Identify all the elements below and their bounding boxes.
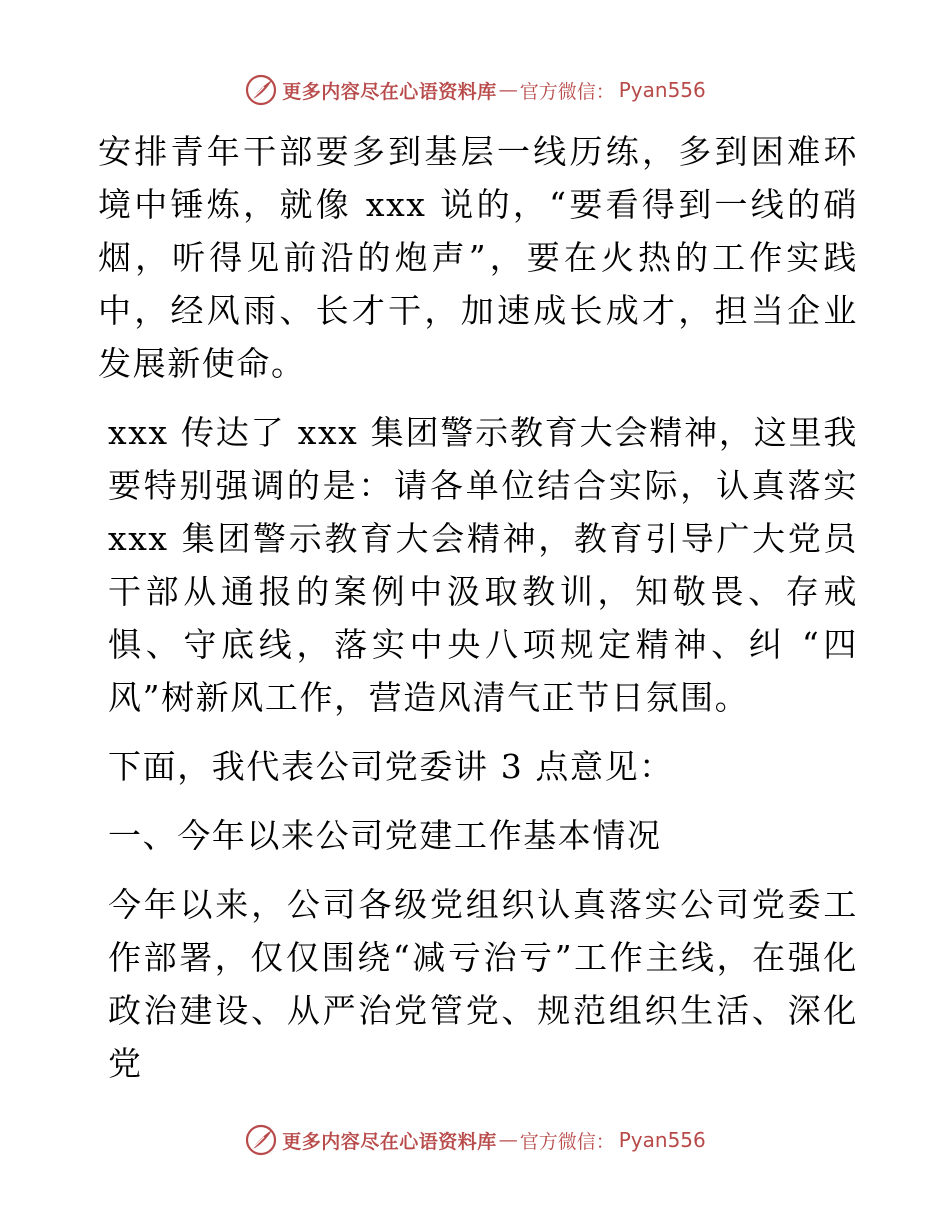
paragraph-4: 今年以来，公司各级党组织认真落实公司党委工作部署，仅仅围绕“减亏治亏”工作主线，在强化政治建设、从严治党管党、规范组织生活、深化党 bbox=[108, 885, 858, 1083]
watermark-label: 官方微信： bbox=[519, 1130, 615, 1153]
watermark-wechat-id: Pyan556 bbox=[618, 1128, 706, 1152]
watermark-footer bbox=[0, 1120, 950, 1160]
watermark-header bbox=[0, 70, 950, 110]
feather-logo-icon bbox=[244, 1123, 278, 1157]
watermark-separator: — bbox=[498, 79, 518, 101]
feather-logo-icon bbox=[244, 73, 278, 107]
paragraph-1: 安排青年干部要多到基层一线历练，多到困难环境中锤炼，就像 xxx 说的，“要看得到一线的硝烟，听得见前沿的炮声”，要在火热的工作实践中，经风雨、长才干，加速成长成才，担当企业发展新使命。 bbox=[98, 132, 858, 383]
document-body bbox=[98, 125, 858, 1090]
watermark-separator: — bbox=[498, 1129, 518, 1151]
watermark-label: 官方微信： bbox=[519, 80, 615, 103]
watermark-main-text: 更多内容尽在心语资料库 bbox=[282, 1130, 497, 1153]
watermark-wechat-id: Pyan556 bbox=[618, 78, 706, 102]
paragraph-3: 下面，我代表公司党委讲 3 点意见： bbox=[108, 747, 674, 786]
paragraph-2: xxx 传达了 xxx 集团警示教育大会精神，这里我要特别强调的是：请各单位结合实际，认真落实 xxx 集团警示教育大会精神，教育引导广大党员干部从通报的案例中汲取教训，知敬畏、存戒惧、守底线，落实中央八项规定精神、纠 “四风”树新风工作，营造风清气正节日氛围。 bbox=[108, 413, 858, 717]
watermark-main-text: 更多内容尽在心语资料库 bbox=[282, 80, 497, 103]
section-heading-1: 一、今年以来公司党建工作基本情况 bbox=[108, 816, 662, 855]
